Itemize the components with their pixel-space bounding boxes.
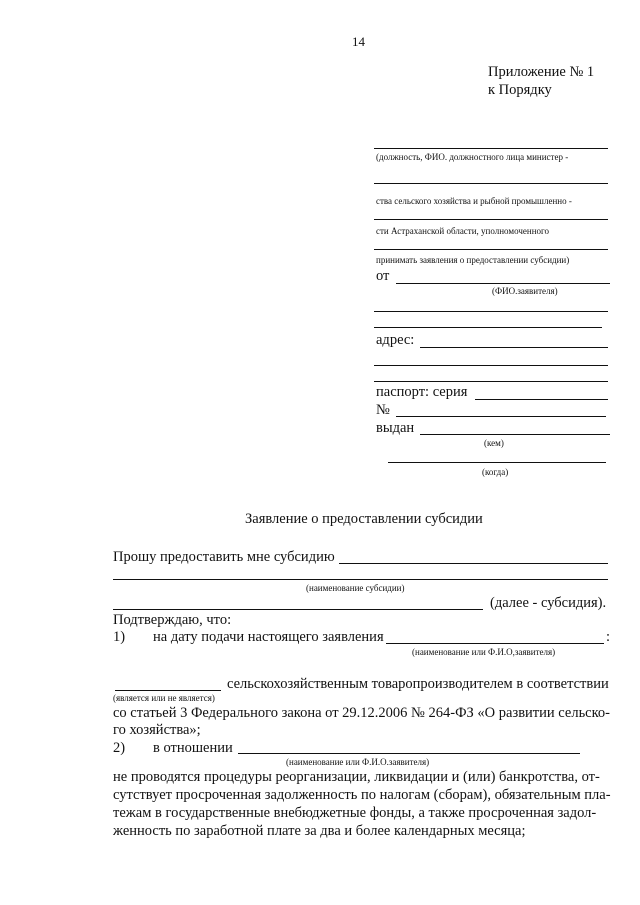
confirm-text: Подтверждаю, что: <box>113 612 232 628</box>
passport-number-field[interactable] <box>396 416 606 417</box>
issued-by-hint: (кем) <box>484 438 504 448</box>
item1-colon: : <box>606 629 611 645</box>
document-title: Заявление о предоставлении субсидии <box>245 511 483 527</box>
addressee-hint-1: (должность, ФИО. должностного лица министер - <box>376 152 569 162</box>
subsidy-suffix: (далее - субсидия). <box>490 595 607 611</box>
address-label: адрес: <box>376 332 415 348</box>
subsidy-line-3[interactable] <box>113 609 483 610</box>
address-field[interactable] <box>420 347 608 348</box>
paragraph-line-3: тежам в государственные внебюджетные фонды, а также просроченная задол- <box>113 805 597 821</box>
addressee-hint-3: сти Астраханской области, уполномоченного <box>376 226 549 236</box>
law-line-2: го хозяйства»; <box>113 722 201 738</box>
item2-text: в отношении <box>153 740 233 756</box>
request-text: Прошу предоставить мне субсидию <box>113 549 335 565</box>
addressee-line-1[interactable] <box>374 148 608 149</box>
issued-when-hint: (когда) <box>482 467 509 477</box>
producer-text: сельскохозяйственным товаропроизводителем в соответствии <box>227 676 609 692</box>
item1-applicant-field[interactable] <box>386 643 604 644</box>
address-line-2[interactable] <box>374 365 608 366</box>
applicant-line-2[interactable] <box>374 327 602 328</box>
addressee-line-4[interactable] <box>374 249 608 250</box>
addressee-line-3[interactable] <box>374 219 608 220</box>
subsidy-line-2[interactable] <box>113 579 608 580</box>
addressee-line-2[interactable] <box>374 183 608 184</box>
issued-label: выдан <box>376 420 415 436</box>
item2-applicant-hint: (наименование или Ф.И.О.заявителя) <box>286 757 430 767</box>
address-line-3[interactable] <box>374 381 608 382</box>
subsidy-name-hint: (наименование субсидии) <box>306 583 405 593</box>
issued-by-field[interactable] <box>420 434 610 435</box>
issued-when-field[interactable] <box>388 462 606 463</box>
addressee-hint-2: ства сельского хозяйства и рыбной промышленно - <box>376 196 572 206</box>
applicant-line-1[interactable] <box>374 311 608 312</box>
status-field[interactable] <box>115 690 221 691</box>
from-hint: (ФИО.заявителя) <box>492 286 558 296</box>
appendix-subtitle: к Порядку <box>488 82 552 98</box>
paragraph-line-4: женность по заработной плате за два и более календарных месяца; <box>113 823 526 839</box>
addressee-hint-4: принимать заявления о предоставлении субсидии) <box>376 255 570 265</box>
page-number: 14 <box>352 34 365 49</box>
passport-series-field[interactable] <box>475 399 608 400</box>
passport-number-label: № <box>376 402 390 418</box>
appendix-title: Приложение № 1 <box>488 64 595 80</box>
paragraph-line-2: сутствует просроченная задолженность по налогам (сборам), обязательным пла- <box>113 787 611 803</box>
item2-applicant-field[interactable] <box>238 753 580 754</box>
law-line-1: со статьей 3 Федерального закона от 29.12.2006 № 264-ФЗ «О развитии сельско- <box>113 705 611 721</box>
item1-applicant-hint: (наименование или Ф.И.О,заявителя) <box>412 647 556 657</box>
passport-series-label: паспорт: серия <box>376 384 468 400</box>
paragraph-line-1: не проводятся процедуры реорганизации, ликвидации и (или) банкротства, от- <box>113 769 600 785</box>
from-label: от <box>376 268 390 284</box>
subsidy-field[interactable] <box>339 563 608 564</box>
status-hint: (является или не является) <box>113 693 215 703</box>
from-field[interactable] <box>396 283 610 284</box>
item1-text: на дату подачи настоящего заявления <box>153 629 384 645</box>
item2-number: 2) <box>113 740 126 756</box>
item1-number: 1) <box>113 629 126 645</box>
